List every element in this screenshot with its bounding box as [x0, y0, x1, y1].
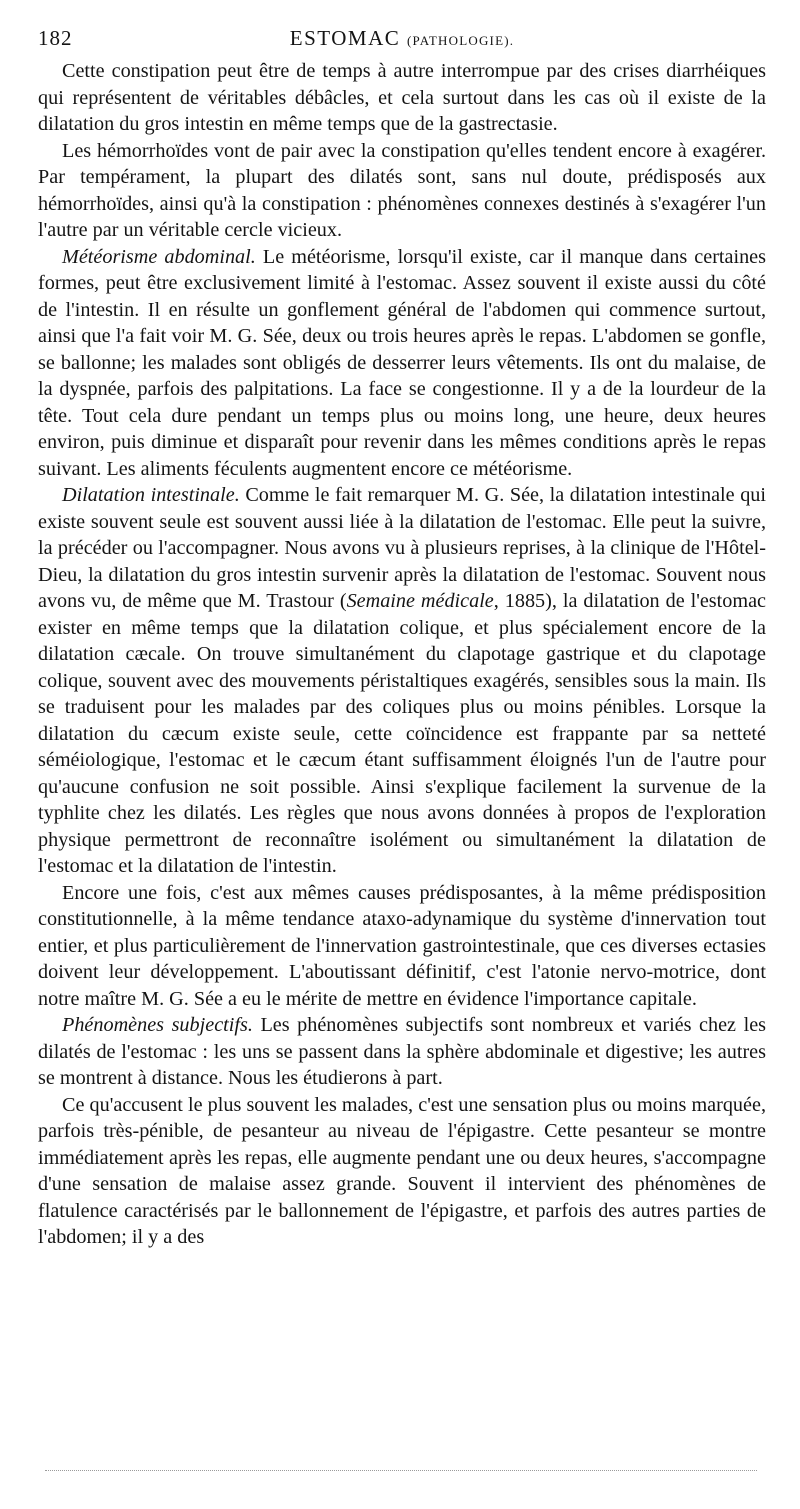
paragraph-phenomenes-body: Les phénomènes subjectifs sont nombreux et variés chez les dilatés de l'estomac : les uns se passent dans la sphère abdominale et digestive; les autres se montrent à distance. Nous les étudierons à part.: [38, 1014, 767, 1089]
paragraph-pesanteur: Ce qu'accusent le plus souvent les malades, c'est une sensation plus ou moins marquée, parfois très-pénible, de pesanteur au niveau de l'épigastre. Cette pesanteur se montre immédiatement après les repas, elle augmente pendant une ou deux heures, s'accompagne d'une sensation de malaise assez grande. Souvent il intervient des phénomènes de flatulence caractérisés par le ballonnement de l'épigastre, et parfois des autres parties de l'abdomen; il y a des: [38, 1093, 766, 1248]
paragraph-meteorisme-body: Le météorisme, lorsqu'il existe, car il manque dans certaines formes, peut être exclusivement limité à l'estomac. Assez souvent il existe aussi du côté de l'intestin. Il en résulte un gonflement général de l'abdomen qui commence surtout, ainsi que l'a fait voir M. G. Sée, deux ou trois heures après le repas. L'abdomen se gonfle, se ballonne; les malades sont obligés de desserrer leurs vêtements. Ils ont du malaise, de la dyspnée, parfois des palpitations. La face se congestionne. Il y a de la lourdeur de la tête. Tout cela dure pendant un temps plus ou moins long, une heure, deux heures environ, puis diminue et disparaît pour revenir dans les mêmes conditions après le repas suivant. Les aliments féculents augmentent encore ce météorisme.: [38, 245, 766, 480]
page-number: 182: [38, 26, 73, 50]
paragraph-dilatation-body-start: Comme le fait remarquer M. G. Sée, la dilatation intestinale qui existe souvent seule est souvent aussi liée à la dilatation de l'estomac. Elle peut la suivre, la précéder ou l'accompagner. Nous avons vu à plusieurs reprises, à la clinique de l'Hôtel-Dieu, la dilatation du gros intestin survenir après la dilatation de l'estomac. Souvent nous avons vu, de même que M. Trastour (: [38, 484, 766, 612]
paragraph-phenomenes-subjectifs: [38, 1012, 766, 1092]
paragraph-dilatation-intestinale: [38, 482, 766, 880]
page-header: [38, 26, 766, 58]
running-title: [38, 26, 766, 51]
paragraph-dilatation-body-end: , 1885), la dilatation de l'estomac exister en même temps que la dilatation colique, et plus spécialement encore de la dilatation cæcale. On trouve simultanément du clapotage gastrique et du clapotage colique, souvent avec des mouvements péristaltiques exagérés, sensibles sous la main. Ils se traduisent pour les malades par des coliques plus ou moins pénibles. Lorsque la dilatation du cæcum existe seule, cette coïncidence est frappante par sa netteté séméiologique, l'estomac et le cæcum étant suffisamment éloignés l'un de l'autre pour qu'aucune confusion ne soit possible. Ainsi s'explique facilement la survenue de la typhlite chez les dilatés. Les règles que nous avons données à propos de l'exploration physique permettront de reconnaître isolément ou simultanément la dilatation de l'estomac et la dilatation de l'intestin.: [38, 590, 766, 877]
paragraph-meteorisme: [38, 244, 766, 483]
section-heading-meteorisme: Météorisme abdominal.: [62, 245, 256, 268]
paragraph-causes: Encore une fois, c'est aux mêmes causes prédisposantes, à la même prédisposition constitutionnelle, à la même tendance ataxo-adynamique du système d'innervation tout entier, et plus particulièrement de l'innervation gastrointestinale, que ces diverses ectasies doivent leur développement. L'aboutissant définitif, c'est l'atonie nervo-motrice, dont notre maître M. G. Sée a eu le mérite de mettre en évidence l'importance capitale.: [38, 881, 766, 1010]
section-heading-phenomenes-subjectifs: Phénomènes subjectifs.: [62, 1014, 253, 1036]
paragraph-hemorrhoides: Les hémorrhoïdes vont de pair avec la constipation qu'elles tendent encore à exagérer. Par tempérament, la plupart des dilatés sont, sans nul doute, prédisposés aux hémorrhoïdes, ainsi qu'à la constipation : phénomènes connexes destinés à s'exagérer l'un l'autre par un véritable cercle vicieux.: [38, 139, 766, 241]
section-heading-dilatation-intestinale: Dilatation intestinale.: [62, 484, 240, 506]
running-title-sub: (PATHOLOGIE).: [407, 33, 515, 48]
footer-dotted-rule: [45, 1470, 757, 1471]
book-page: [38, 26, 766, 1251]
citation-semaine-medicale: Semaine médicale: [346, 590, 494, 612]
running-title-main: ESTOMAC: [289, 26, 401, 50]
paragraph-constipation: Cette constipation peut être de temps à autre interrompue par des crises diarrhéiques qui représentent de véritables débâcles, et cela surtout dans les cas où il existe de la dilatation du gros intestin en même temps que de la gastrectasie.: [38, 60, 766, 135]
